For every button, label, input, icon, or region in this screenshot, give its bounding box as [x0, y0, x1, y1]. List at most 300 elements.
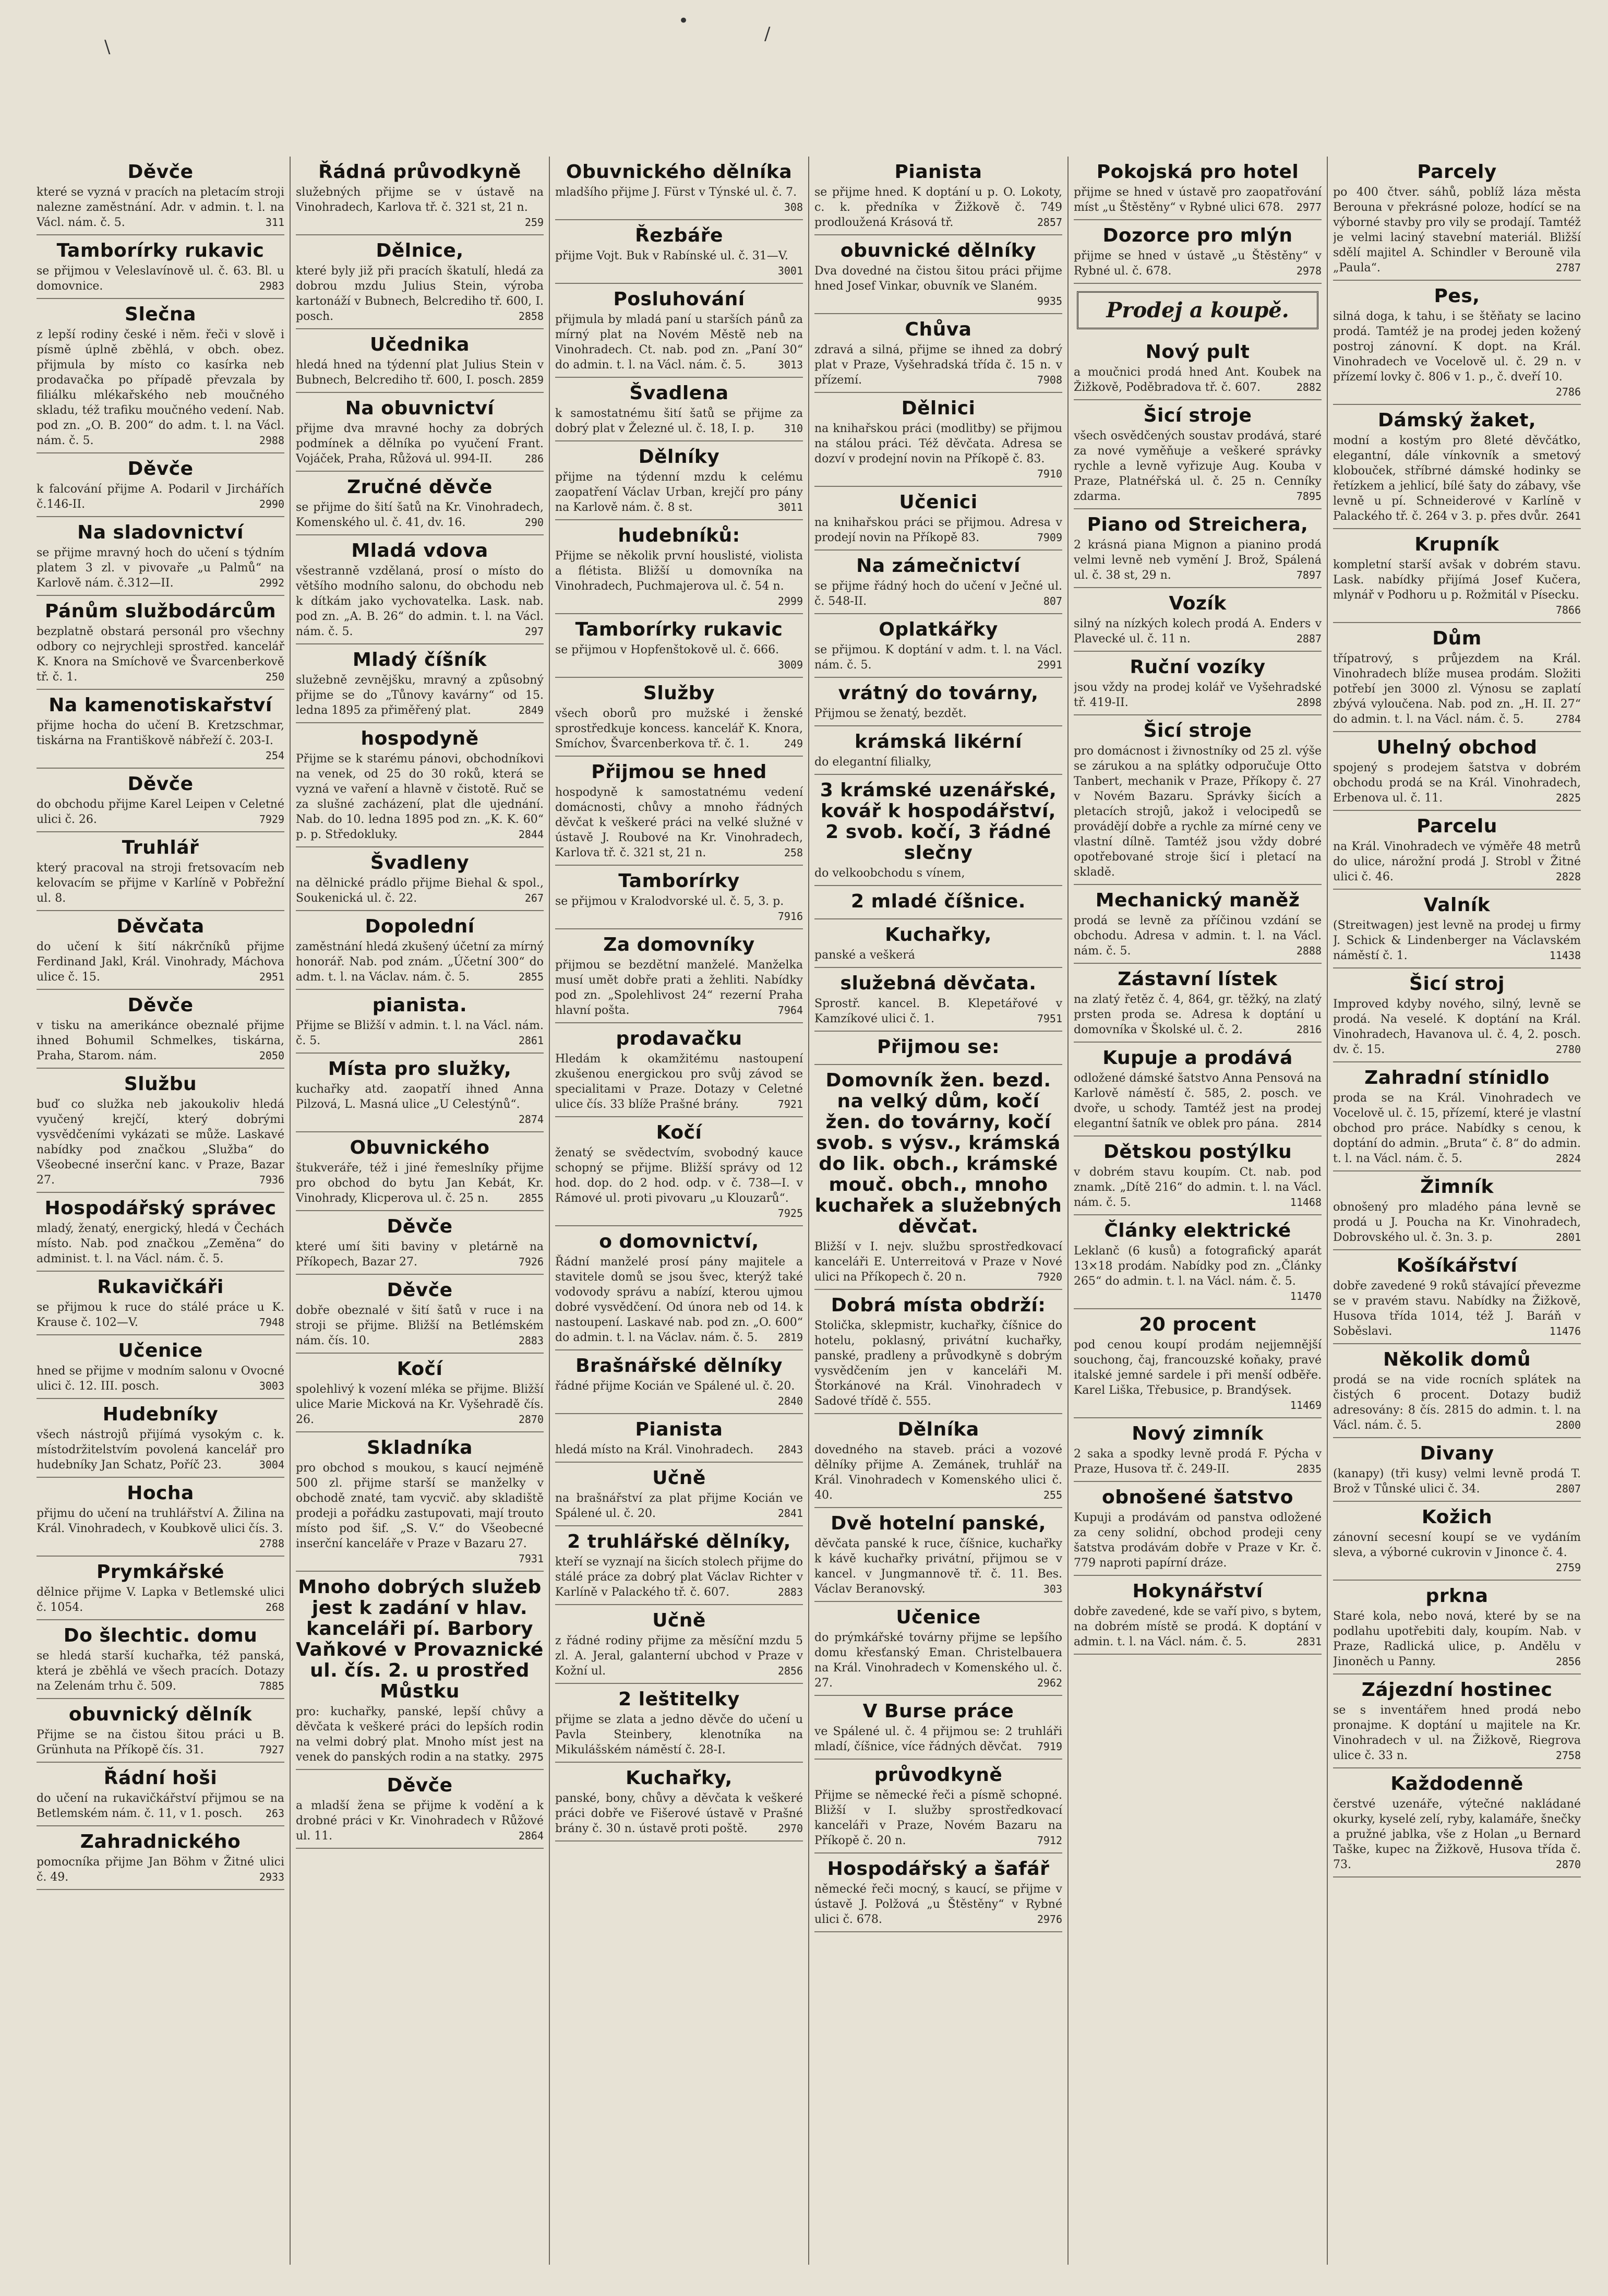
ad-number: 255 [1043, 1489, 1062, 1501]
ad-number: 2844 [518, 828, 544, 841]
ad-text: k falcování přijme A. Podaril v Jirchářích č.146-II. [37, 483, 284, 511]
ad-number: 7929 [259, 813, 284, 826]
classified-ad [1074, 1215, 1322, 1309]
ad-body [1074, 616, 1322, 647]
ad-body [37, 1097, 284, 1188]
ad-number: 3001 [777, 265, 803, 277]
ad-headline: Dámský žaket, [1377, 410, 1537, 431]
ad-number: 258 [784, 846, 803, 859]
column-5 [1069, 157, 1328, 2265]
classified-columns [31, 157, 1586, 2265]
classified-ad [37, 1826, 284, 1890]
ad-body [555, 1633, 803, 1679]
ad-body [555, 785, 803, 860]
ad-body [1074, 1071, 1322, 1131]
section-heading: Prodej a koupě. [1106, 298, 1289, 322]
ad-headline: Několik domů [1383, 1349, 1531, 1370]
ad-number: 2856 [777, 1665, 803, 1677]
ad-text: bezplatně obstará personál pro všechny odbory co nejrychleji sprostřed. kancelář K. Knora na Smíchově ve Švarcenberkově tř. č. 1. [37, 625, 284, 684]
ad-headline: Přijmou se: [877, 1036, 1000, 1058]
ad-headline: Hokynářství [1132, 1581, 1263, 1602]
ad-text: z řádné rodiny přijme za měsíční mzdu 5 zl. A. Jeral, galanterní ubchod v Praze v Kožní ul. [555, 1634, 803, 1678]
ad-text: se přijmou k ruce do stálé práce u K. Krause č. 102—V. [37, 1301, 284, 1329]
ad-number: 3004 [259, 1458, 284, 1471]
classified-ad [37, 1069, 284, 1193]
classified-ad [555, 929, 803, 1023]
ad-number: 3003 [259, 1380, 284, 1392]
ad-text: a mladší žena se přijme k vodění a k drobné práci v Kr. Vinohradech v Růžové ul. 11. [296, 1799, 544, 1843]
ad-number: 2883 [518, 1334, 544, 1347]
ad-body [296, 1161, 544, 1206]
classified-ad [814, 1602, 1062, 1696]
ad-text: na dělnické prádlo přijme Biehal & spol., Soukenická ul. č. 22. [296, 877, 544, 905]
ad-body [37, 1506, 284, 1550]
ad-body [37, 624, 284, 685]
ad-number: 2888 [1296, 944, 1322, 957]
classified-ad [1074, 157, 1322, 220]
ad-headline: Pokojská pro hotel [1096, 161, 1299, 183]
ad-headline: Parcelu [1417, 816, 1497, 837]
ad-text: dělnice přijme V. Lapka v Betlemské ulici č. 1054. [37, 1586, 284, 1614]
classified-ad [814, 1290, 1062, 1414]
ad-number: 7912 [1037, 1834, 1062, 1847]
ad-text: do učení na rukavičkářství přijmou se na Betlemském nám. č. 11, v 1. posch. [37, 1792, 284, 1820]
ad-number: 2990 [259, 498, 284, 510]
ad-text: na knihařskou práci (modlitby) se přijmou na stálou práci. Též děvčata. Adresa se dozví v prodejní novin na Příkopě č. 83. [814, 422, 1062, 465]
ad-text: Stolička, sklepmistr, kuchařky, číšnice do hotelu, poklasný, privátní kuchařky, panské, pradleny a průvodkyně s dobrým vysvědčením jen v kanceláři M. Štorkánové na Král. Vinohradech v Sadové třídě č. 555. [814, 1319, 1062, 1408]
ad-text: přijme hocha do učení B. Kretzschmar, tiskárna na Františkově nábřeží č. 203-I. [37, 719, 284, 747]
ad-headline: Kuchařky, [626, 1767, 733, 1789]
ad-body [1074, 428, 1322, 504]
ad-body [1074, 1337, 1322, 1412]
classified-ad [37, 990, 284, 1069]
ad-headline: Zahradnického [80, 1831, 241, 1852]
ad-headline: Přijmou se hned [591, 761, 767, 783]
ad-body [555, 1051, 803, 1112]
classified-ad [296, 472, 544, 535]
ad-body [296, 185, 544, 229]
column-6 [1328, 157, 1586, 2265]
ad-body [37, 1855, 284, 1885]
ad-body [37, 860, 284, 906]
classified-ad [555, 757, 803, 866]
ad-number: 2855 [518, 1192, 544, 1204]
ad-body [296, 1303, 544, 1348]
ad-headline: Učně [652, 1467, 706, 1489]
ad-number: 2898 [1296, 696, 1322, 709]
ad-number: 7931 [518, 1552, 544, 1565]
ad-text: všech osvědčených soustav prodává, staré za nové vyměňuje a veškeré správky rychle a levně vyřizuje Aug. Kouba v Praze, Platnéřská ul. č. 25 n. Cenníky zdarma. [1074, 429, 1322, 503]
classified-ad [814, 968, 1062, 1032]
classified-ad [1333, 1675, 1581, 1768]
classified-ad [37, 1335, 284, 1399]
ad-body [1333, 997, 1581, 1057]
ad-headline: krámská likérní [855, 731, 1022, 752]
ad-text: Přijme se Bližší v admin. t. l. na Václ. nám. č. 5. [296, 1019, 544, 1047]
ad-body [1333, 1530, 1581, 1574]
ad-body [814, 185, 1062, 230]
classified-ad [37, 596, 284, 690]
ad-text: Staré kola, nebo nová, které by se na podlahu upotřebiti daly, koupím. Nab. v Praze, Radlická ulice, p. Andělu v Jinoněch u Panny. [1333, 1610, 1581, 1668]
ad-number: 2841 [777, 1507, 803, 1520]
classified-ad [1333, 1250, 1581, 1344]
ad-headline: Dělníky [638, 446, 720, 468]
ad-body [555, 706, 803, 751]
ad-headline: Děvčata [116, 916, 205, 937]
ad-body [37, 1648, 284, 1694]
ad-headline: Za domovníky [603, 934, 755, 955]
ad-headline: Zájezdní hostinec [1361, 1679, 1553, 1701]
ad-body [296, 1798, 544, 1844]
classified-ad [296, 535, 544, 644]
ad-text: německé řeči mocný, s kaucí, se přijme v ústavě J. Polžová „u Štěstěny“ v Rybné ulici č. 678. [814, 1883, 1062, 1926]
ad-number: 2800 [1555, 1419, 1581, 1431]
classified-ad [37, 832, 284, 911]
ad-body [37, 1727, 284, 1757]
classified-ad [37, 1557, 284, 1620]
ad-body [555, 185, 803, 213]
ad-body [1074, 248, 1322, 279]
classified-ad [814, 1065, 1062, 1290]
ad-headline: Obuvnického [350, 1137, 490, 1158]
ad-headline: V Burse práce [862, 1701, 1014, 1722]
ad-headline: Děvče [127, 458, 194, 480]
ad-number: 2975 [518, 1751, 544, 1763]
ad-headline: Pes, [1434, 285, 1480, 307]
ad-body [296, 1239, 544, 1270]
ad-body [555, 1442, 803, 1457]
ad-text: do obchodu přijme Karel Leipen v Celetné ulici č. 26. [37, 798, 284, 826]
ad-headline: Žimník [1420, 1176, 1494, 1198]
ad-number: 2780 [1555, 1043, 1581, 1056]
classified-ad [37, 1193, 284, 1272]
ad-number: 3009 [777, 659, 803, 671]
ad-number: 9935 [1037, 295, 1062, 307]
ad-headline: Pánům službodárcům [44, 601, 277, 622]
ad-body [296, 876, 544, 906]
ad-body [37, 939, 284, 985]
ad-headline: Švadleny [370, 852, 470, 874]
ad-body [1074, 744, 1322, 880]
classified-ad [296, 990, 544, 1054]
classified-ad [555, 157, 803, 220]
classified-ad [37, 517, 284, 596]
ad-headline: Rukavičkáři [97, 1276, 224, 1298]
ad-text: proda se na Král. Vinohradech ve Vocelově ul. č. 15, přízemí, které je vlastní obchod pro práce. Nabídky s cenou, k doptání do admin. „Bruta“ č. 8“ do admin. t. l. na Václ. nám. č. 5. [1333, 1092, 1581, 1165]
ad-text: pomocníka přijme Jan Böhm v Žitné ulici č. 49. [37, 1856, 284, 1884]
classified-ad [37, 1478, 284, 1557]
classified-ad [814, 235, 1062, 314]
ad-headline: Dozorce pro mlýn [1102, 225, 1293, 246]
ad-number: 2784 [1555, 713, 1581, 725]
ad-body [37, 1221, 284, 1266]
classified-ad [1333, 1062, 1581, 1171]
ad-number: 263 [265, 1807, 284, 1820]
ad-body [296, 1704, 544, 1765]
classified-ad [814, 1414, 1062, 1508]
ad-body [555, 248, 803, 277]
ad-body [1074, 1446, 1322, 1477]
ad-text: se hledá starší kuchařka, též panská, která je zběhlá ve všech pracích. Dotazy na Zelenám trhu č. 509. [37, 1649, 284, 1693]
ad-body [1074, 1604, 1322, 1649]
ad-headline: Hudebníky [102, 1404, 219, 1425]
ad-headline: Místa pro služky, [328, 1058, 512, 1080]
classified-ad [1074, 1482, 1322, 1576]
ad-number: 2861 [518, 1034, 544, 1047]
ad-text: Kupuji a prodávám od panstva odložené za ceny solidní, obchod prodeji ceny šatstva prodávám dobře v Praze v Kr. č. 779 naproti papírní dráze. [1074, 1511, 1322, 1570]
ad-body [814, 342, 1062, 388]
ad-headline: Vozík [1169, 593, 1227, 614]
ad-headline: Dětskou postýlku [1103, 1141, 1292, 1163]
ad-number: 2882 [1296, 381, 1322, 393]
ad-body [37, 1585, 284, 1615]
ad-headline: Děvče [387, 1216, 453, 1237]
ad-number: 7927 [259, 1743, 284, 1756]
classified-ad [37, 690, 284, 769]
ad-body [1333, 1091, 1581, 1166]
ad-number: 286 [524, 452, 544, 465]
ad-number: 2864 [518, 1829, 544, 1842]
classified-ad [555, 1350, 803, 1414]
ad-text: třípatrový, s průjezdem na Král. Vinohradech blíže musea prodám. Složiti potřebí jen 3000 zl. Výnosu se zaplatí zbývá vyloučena. Nab. pod zn. „H. II. 27“ do admin. t. l. na Václ. nám. č. 5. [1333, 652, 1581, 726]
ad-headline: Děvče [387, 1279, 453, 1301]
classified-ad [814, 1508, 1062, 1602]
ad-headline: Piano od Streichera, [1087, 514, 1309, 535]
ad-number: 2758 [1555, 1749, 1581, 1762]
ad-body [1333, 918, 1581, 963]
ad-text: který pracoval na stroji fretsovacím neb kelovacím se přijme v Karlíně v Pobřežní ul. 8. [37, 862, 284, 905]
ad-body [1333, 760, 1581, 806]
ad-body [555, 1379, 803, 1407]
ad-body [296, 264, 544, 324]
ad-number: 7925 [777, 1207, 803, 1219]
top-stroke-mark: / [764, 23, 771, 44]
ad-number: 2883 [777, 1586, 803, 1598]
classified-ad [1333, 623, 1581, 732]
ad-headline: Pianista [635, 1419, 723, 1440]
ad-text: Bližší v I. nejv. službu sprostředkovací kanceláři E. Unterreitová v Praze v Nové ulici na Příkopech č. 20 n. [814, 1240, 1062, 1284]
ad-headline: Kočí [656, 1122, 702, 1143]
ad-text: pod cenou koupí prodám nejjemnější souchong, čaj, francouzské koňaky, pravé italské jemné sardele i při menší odběře. Karel Liška, Třebusice, p. Brandýsek. [1074, 1338, 1322, 1397]
classified-ad [1333, 281, 1581, 405]
ad-headline: Pianista [894, 161, 982, 183]
ad-headline: Uhelný obchod [1376, 737, 1538, 758]
ad-text: prodá se levně za příčinou vzdání se obchodu. Adresa v admin. t. l. na Václ. nám. č. 5. [1074, 914, 1322, 958]
classified-ad [296, 1432, 544, 1572]
ad-body [555, 1791, 803, 1836]
ad-text: se přijme mravný hoch do učení s týdním platem 3 zl. v pivovaře „u Palmů“ na Karlově nám. č.312—II. [37, 546, 284, 590]
ad-body [1333, 1703, 1581, 1763]
ad-number: 11469 [1290, 1399, 1322, 1412]
ad-headline: Zástavní lístek [1118, 968, 1278, 990]
ad-number: 7951 [1037, 1012, 1062, 1025]
ad-number: 11438 [1549, 949, 1581, 962]
ad-body [1333, 185, 1581, 276]
ad-number: 2999 [777, 595, 803, 607]
ad-text: přijme se hned v ústavě „u Štěstěny“ v Rybné ul. č. 678. [1074, 249, 1322, 278]
ad-headline: Články elektrické [1104, 1220, 1291, 1241]
ad-number: 2641 [1555, 510, 1581, 522]
ad-headline: Chůva [905, 319, 972, 340]
classified-ad [1074, 715, 1322, 885]
ad-text: dobře zavedené, kde se vaří pivo, s bytem, na dobrém místě se prodá. K doptání v admin. t. l. na Václ. nám. č. 5. [1074, 1605, 1322, 1648]
ad-body [1333, 1278, 1581, 1339]
classified-ad [814, 614, 1062, 678]
ad-number: 2835 [1296, 1463, 1322, 1475]
ad-number: 2807 [1555, 1482, 1581, 1495]
ad-text: přijme se zlata a jedno děvče do učení u Pavla Steinbery, klenotníka na Mikulášském náměstí č. 28-I. [555, 1713, 803, 1756]
ad-text: se přijme hned. K doptání u p. O. Lokoty, c. k. předníka v Žižkově č. 749 prodloužená Krásová tř. [814, 186, 1062, 229]
ad-number: 311 [265, 216, 284, 229]
ad-body [1074, 1510, 1322, 1571]
ad-headline: prkna [1425, 1585, 1489, 1607]
ad-headline: Kuchařky, [885, 924, 992, 946]
ad-number: 268 [265, 1601, 284, 1613]
ad-headline: Šicí stroje [1143, 405, 1252, 426]
ad-body [814, 1630, 1062, 1691]
ad-body [555, 642, 803, 671]
ad-body [1333, 651, 1581, 727]
ad-text: do elegantní filialky, [814, 756, 932, 769]
ad-number: 2788 [259, 1537, 284, 1550]
ad-text: dobře zavedené 9 roků stávající převezme se v pravém stavu. Nabídky na Žižkově, Husova třída 1014, též J. Baráň v Soběslavi. [1333, 1279, 1581, 1338]
ad-text: mladšího přijme J. Fürst v Týnské ul. č. 7. [555, 186, 797, 199]
ad-text: prodá se na vide rocních splátek na čistých 6 procent. Dotazy budiž adresovány: 8 čís. 2815 do admin. t. l. na Václ. nám. č. 5. [1333, 1373, 1581, 1432]
ad-number: 2050 [259, 1049, 284, 1062]
ad-body [814, 1788, 1062, 1848]
ad-body [296, 1082, 544, 1126]
ad-headline: Šicí stroje [1143, 720, 1252, 742]
ad-body [37, 545, 284, 591]
ad-headline: obuvnické dělníky [840, 240, 1037, 261]
ad-text: zdravá a silná, přijme se ihned za dobrý plat v Praze, Vyšehradská třída č. 15 n. v přízemí. [814, 343, 1062, 387]
classified-ad [814, 1696, 1062, 1760]
classified-ad [1074, 1043, 1322, 1137]
ad-text: čerstvé uzenáře, výtečné nakládané okurky, kyselé zelí, ryby, kalamáře, šnečky a pružné jablka, vše z Holan „u Bernard Taške, kupec na Žižkově, Husova třída č. 73. [1333, 1798, 1581, 1871]
ad-number: 290 [524, 516, 544, 529]
ad-number: 297 [524, 625, 544, 638]
ad-number: 2978 [1296, 265, 1322, 277]
ad-text: odložené dámské šatstvo Anna Pensová na Karlově náměstí č. 585, 2. posch. ve dvoře, u schody. Tamtéž jest na prodej elegantní šatník ve oblek pro pána. [1074, 1072, 1322, 1130]
ad-number: 2801 [1555, 1231, 1581, 1243]
ad-headline: Dělnice, [376, 240, 464, 261]
classified-ad [37, 769, 284, 832]
classified-ad [37, 1763, 284, 1826]
classified-ad [1074, 509, 1322, 588]
classified-ad [37, 453, 284, 517]
ad-text: kuchařky atd. zaopatří ihned Anna Pilzová, L. Masná ulice „U Celestýnů“. [296, 1083, 544, 1111]
classified-ad [296, 847, 544, 911]
ad-headline: Děvče [387, 1775, 453, 1796]
ad-body [814, 1442, 1062, 1503]
ad-headline: Mechanický maněž [1095, 890, 1300, 911]
classified-ad [1074, 964, 1322, 1043]
ad-number: 2857 [1037, 216, 1062, 229]
ad-text: zaměstnání hledá zkušený účetní za mírný honorář. Nab. pod znám. „Účetní 300“ do adm. t. l. na Václav. nám. č. 5. [296, 940, 544, 984]
ad-headline: Mnoho dobrých služeb jest k zadání v hlav. kanceláři pí. Barbory Vaňkové v Provaznické ul. čís. 2. u prostřed Můstku [296, 1576, 544, 1702]
ad-body [555, 1254, 803, 1345]
ad-body [814, 1882, 1062, 1927]
ad-text: Hledám k okamžitému nastoupení zkušenou energickou pro svůj závod se specialitami v Praze. Dotazy v Celetné ulice čís. 33 blíže Prašné brány. [555, 1053, 803, 1111]
section-heading-box [1077, 291, 1318, 329]
ad-text: se přijmou v Hopfenštokově ul. č. 666. [555, 643, 779, 656]
ad-number: 2992 [259, 577, 284, 589]
classified-ad [555, 614, 803, 678]
ad-number: 2855 [518, 971, 544, 983]
ad-number: 2951 [259, 971, 284, 983]
classified-ad [1333, 811, 1581, 890]
classified-ad [296, 1054, 544, 1132]
ad-number: 2843 [777, 1443, 803, 1456]
classified-ad [1074, 588, 1322, 652]
ad-headline: Na obuvnictví [345, 398, 495, 419]
ad-headline: Hospodářský a šafář [827, 1858, 1050, 1880]
ad-body [814, 515, 1062, 545]
ad-number: 807 [1043, 595, 1062, 607]
classified-ad [555, 1526, 803, 1605]
classified-ad [296, 235, 544, 329]
ad-body [814, 706, 1062, 721]
ad-number: 2874 [518, 1113, 544, 1126]
ad-headline: Prymkářské [97, 1561, 224, 1583]
ad-text: mladý, ženatý, energický, hledá v Čechách místo. Nab. pod značkou „Zeměna“ do administ. t. l. na Václ. nám. č. 5. [37, 1222, 284, 1265]
ad-number: 7897 [1296, 569, 1322, 581]
ad-headline: Děvče [127, 161, 194, 183]
classified-ad [555, 1414, 803, 1463]
ad-text: Přijmou se ženatý, bezdět. [814, 707, 967, 720]
classified-ad [555, 678, 803, 757]
classified-ad [555, 1023, 803, 1117]
classified-ad [296, 911, 544, 990]
ad-number: 3011 [777, 501, 803, 513]
ad-number: 11468 [1290, 1196, 1322, 1209]
ad-headline: 3 krámské uzenářské, kovář k hospodářství, 2 svob. kočí, 3 řádné slečny [820, 780, 1057, 864]
ad-text: hospodyně k samostatnému vedení domácnosti, chůvy a mnoho řádných děvčat k veškeré práci na velké služné v ústavě J. Roubové na Kr. Vinohradech, Karlova tř. č. 321 st, 21 n. [555, 786, 803, 859]
ad-body [555, 1491, 803, 1521]
ad-text: hledá hned na týdenní plat Julius Stein v Bubnech, Belcrediho tř. 600, I. posch. [296, 358, 544, 387]
ad-number: 7948 [259, 1316, 284, 1329]
ad-text: Sprostř. kancel. B. Klepetářové v Kamzíkové ulici č. 1. [814, 997, 1062, 1025]
ad-number: 2962 [1037, 1677, 1062, 1689]
ad-number: 7909 [1037, 531, 1062, 544]
classified-ad [1333, 529, 1581, 623]
ad-body [37, 1791, 284, 1821]
classified-ad [814, 551, 1062, 614]
ad-text: přijmu do učení na truhlářství A. Žilina na Král. Vinohradech, v Koubkově ulici čís. 3. [37, 1507, 284, 1535]
ad-number: 2828 [1555, 870, 1581, 883]
ad-text: se s inventářem hned prodá nebo pronajme. K doptání u majitele na Kr. Vinohradech v ul. na Žižkově, Riegrova ulice č. 33 n. [1333, 1704, 1581, 1762]
classified-ad [1074, 400, 1322, 509]
ad-body [814, 996, 1062, 1026]
ad-text: obnošený pro mladého pána levně se prodá u J. Poucha na Kr. Vinohradech, Dobrovského ul. č. 3n. 3. p. [1333, 1201, 1581, 1244]
classified-ad [296, 644, 544, 723]
ad-body [814, 1239, 1062, 1285]
classified-ad [555, 866, 803, 929]
ad-number: 7885 [259, 1680, 284, 1692]
ad-headline: Učenice [896, 1607, 981, 1628]
ad-text: jsou vždy na prodej kolář ve Vyšehradské tř. 419-II. [1074, 681, 1322, 709]
ad-body [1074, 992, 1322, 1037]
classified-ad [814, 314, 1062, 393]
ad-text: se přijmou v Kralodvorské ul. č. 5, 3. p. [555, 895, 784, 908]
ad-text: (Streitwagen) jest levně na prodej u firmy J. Schick & Lindenberger na Václavském náměstí č. 1. [1333, 919, 1581, 962]
ad-number: 2831 [1296, 1635, 1322, 1648]
ad-headline: Hospodářský správec [44, 1198, 277, 1219]
ad-number: 11476 [1549, 1325, 1581, 1337]
ad-number: 2933 [259, 1871, 284, 1883]
ad-text: dovedného na staveb. práci a vozové dělníky přijme A. Zemánek, truhlář na Král. Vinohradech v Komenského ulici č. 40. [814, 1443, 1062, 1502]
ad-body [555, 470, 803, 515]
